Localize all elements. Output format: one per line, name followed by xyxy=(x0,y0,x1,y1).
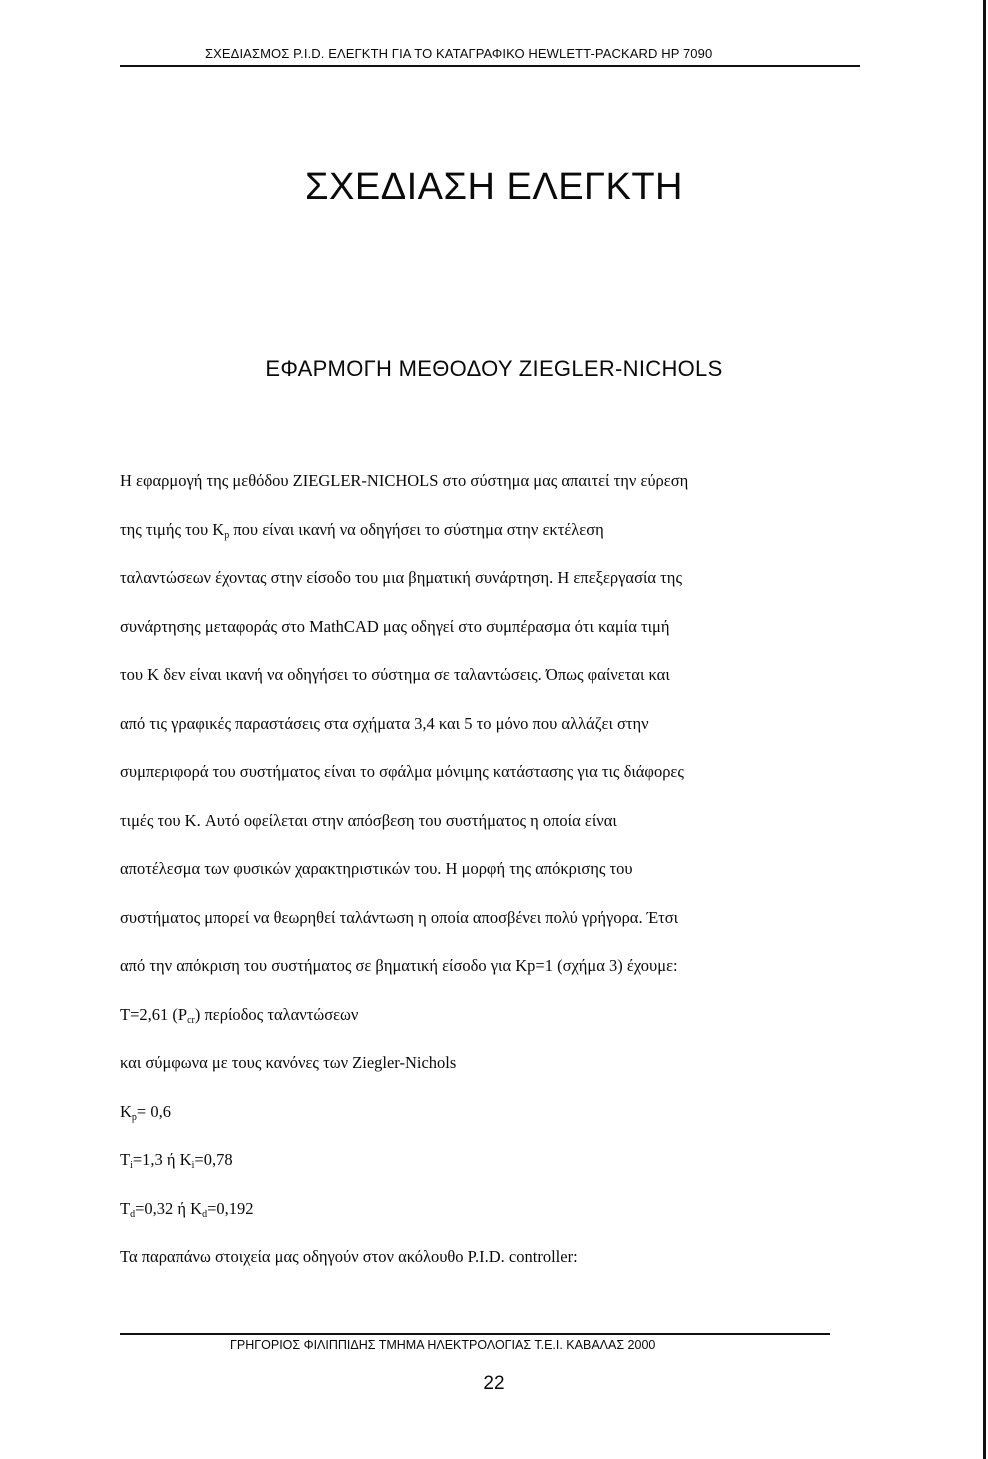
running-footer: ΓΡΗΓΟΡΙΟΣ ΦΙΛΙΠΠΙΔΗΣ ΤΜΗΜΑ ΗΛΕΚΤΡΟΛΟΓΙΑΣ Τ.Ε.Ι. ΚΑΒΑΛΑΣ 2000 xyxy=(230,1338,656,1352)
paragraph-line: ταλαντώσεων έχοντας στην είσοδο του μια βηματική συνάρτηση. Η επεξεργασία της xyxy=(120,568,682,587)
subscript: cr xyxy=(187,1014,195,1026)
ti-value-line xyxy=(120,1147,860,1196)
text-span: T xyxy=(120,1198,131,1218)
paragraph-line: συμπεριφορά του συστήματος είναι το σφάλμα μόνιμης κατάστασης για τις διάφορες xyxy=(120,762,684,781)
paragraph-line: του K δεν είναι ικανή να οδηγήσει το σύστημα σε ταλαντώσεις. Όπως φαίνεται και xyxy=(120,665,670,684)
page-number: 22 xyxy=(483,1373,505,1394)
text-span: =1,3 ή K xyxy=(132,1150,192,1169)
text-span: = 0,6 xyxy=(136,1101,171,1121)
text-span: K xyxy=(120,1101,132,1121)
td-value-line xyxy=(120,1196,860,1245)
subscript: d xyxy=(130,1208,136,1220)
paragraph-line: από την απόκριση του συστήματος σε βηματική είσοδο για Kp=1 (σχήμα 3) έχουμε: xyxy=(120,956,678,975)
paragraph-line: Η εφαρμογή της μεθόδου ZIEGLER-NICHOLS στο σύστημα μας απαιτεί την εύρεση xyxy=(120,471,689,490)
header-rule xyxy=(120,65,860,67)
subscript: i xyxy=(191,1160,195,1171)
paragraph-line: συστήματος μπορεί να θεωρηθεί ταλάντωση η οποία αποσβένει πολύ γρήγορα. Έτσι xyxy=(120,907,679,927)
paragraph-line: τιμές του K. Αυτό οφείλεται στην απόσβεση του συστήματος η οποία είναι xyxy=(120,810,617,830)
paragraph-line xyxy=(120,517,860,566)
running-header: ΣΧΕΔΙΑΣΜΟΣ P.I.D. ΕΛΕΓΚΤΗ ΓΙΑ ΤΟ ΚΑΤΑΓΡΑΦΙΚΟ HEWLETT-PACKARD HP 7090 xyxy=(205,46,713,61)
kp-value-line xyxy=(120,1099,860,1148)
subscript: p xyxy=(131,1111,137,1123)
body-text xyxy=(120,468,860,1293)
text-span: =0,32 ή K xyxy=(135,1198,203,1218)
footer-rule xyxy=(120,1333,830,1335)
subscript: p xyxy=(224,529,230,541)
page-title: ΣΧΕΔΙΑΣΗ ΕΛΕΓΚΤΗ xyxy=(305,166,683,208)
text-span: =0,78 xyxy=(194,1150,233,1169)
section-subtitle: ΕΦΑΡΜΟΓΗ ΜΕΘΟΔΟΥ ZIEGLER-NICHOLS xyxy=(265,356,723,381)
text-span: T=2,61 (P xyxy=(120,1004,188,1024)
text-span: της τιμής του K xyxy=(120,519,225,539)
paragraph-line: Τα παραπάνω στοιχεία μας οδηγούν στον ακόλουθο P.I.D. controller: xyxy=(120,1247,578,1266)
paragraph-line: από τις γραφικές παραστάσεις στα σχήματα 3,4 και 5 το μόνο που αλλάζει στην xyxy=(120,713,649,733)
subscript: d xyxy=(202,1208,208,1220)
text-span: που είναι ικανή να οδηγήσει το σύστημα στην εκτέλεση xyxy=(229,519,604,539)
text-span: ) περίοδος ταλαντώσεων xyxy=(194,1004,359,1024)
paragraph-line: και σύμφωνα με τους κανόνες των Ziegler-Nichols xyxy=(120,1053,457,1072)
period-line xyxy=(120,1002,860,1051)
text-span: T xyxy=(120,1150,131,1169)
paragraph-line: αποτέλεσμα των φυσικών χαρακτηριστικών του. Η μορφή της απόκρισης του xyxy=(120,859,633,878)
text-span: =0,192 xyxy=(207,1198,254,1218)
page-edge-border xyxy=(983,0,986,1459)
paragraph-line: συνάρτησης μεταφοράς στο MathCAD μας οδηγεί στο συμπέρασμα ότι καμία τιμή xyxy=(120,616,670,636)
subscript: i xyxy=(130,1160,133,1171)
